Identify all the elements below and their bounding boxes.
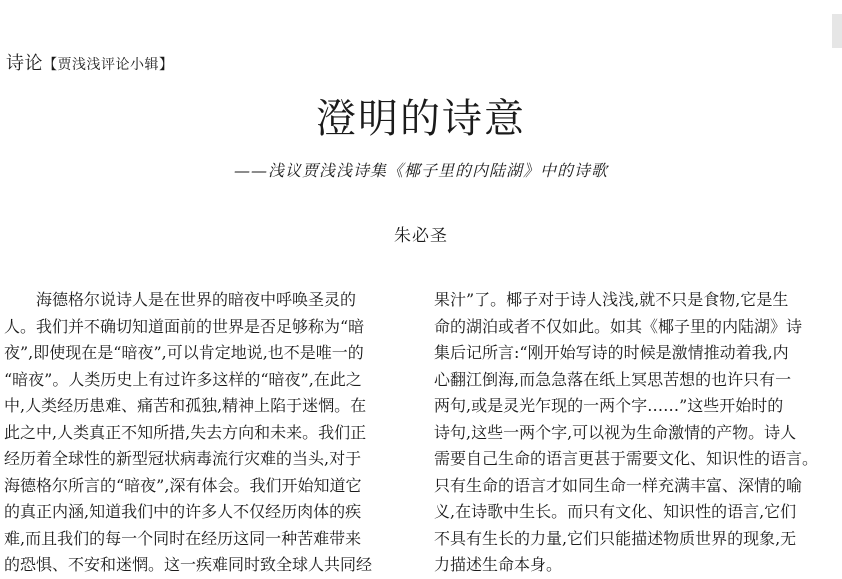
body-line: 诗句,这些一两个字,可以视为生命激情的产物。诗人 <box>434 422 797 442</box>
body-line: 力描述生命本身。 <box>434 555 563 574</box>
body-line: 义,在诗歌中生长。而只有文化、知识性的语言,它们 <box>434 502 797 521</box>
body-line: 心翻江倒海,而急急落在纸上冥思苦想的也许只有一 <box>434 369 792 389</box>
page-corner-mark <box>832 14 842 48</box>
section-label <box>6 49 174 75</box>
body-line: 需要自己生命的语言更甚于需要文化、知识性的语言。 <box>434 449 819 468</box>
body-line: 人。我们并不确切知道面前的世界是否足够称为“暗 <box>4 316 365 336</box>
body-line: “暗夜”。人类历史上有过许多这样的“暗夜”,在此之 <box>4 369 362 389</box>
body-line: 此之中,人类真正不知所措,失去方向和未来。我们正 <box>4 422 367 442</box>
body-line: 夜”,即使现在是“暗夜”,可以肯定地说,也不是唯一的 <box>4 343 364 362</box>
body-line: 命的湖泊或者不仅如此。如其《椰子里的内陆湖》诗 <box>434 316 803 336</box>
body-line: 经历着全球性的新型冠状病毒流行灾难的当头,对于 <box>4 449 362 468</box>
column-name: 【贾浅浅评论小辑】 <box>43 57 174 73</box>
author-name: 朱必圣 <box>394 226 448 246</box>
body-line: 果汁”了。椰子对于诗人浅浅,就不只是食物,它是生 <box>434 290 789 309</box>
section-name: 诗论 <box>6 53 43 74</box>
body-line: 中,人类经历患难、痛苦和孤独,精神上陷于迷惘。在 <box>4 396 367 415</box>
body-column-left <box>4 287 412 579</box>
body-line: 难,而且我们的每一个同时在经历这同一种苦难带来 <box>4 528 362 548</box>
body-line: 两句,或是灵光乍现的一两个字……”这些开始时的 <box>434 396 784 415</box>
body-column-right <box>434 287 842 579</box>
body-line: 海德格尔说诗人是在世界的暗夜中呼唤圣灵的 <box>4 290 357 309</box>
article-title: 澄明的诗意 <box>316 96 526 142</box>
body-line: 的恐惧、不安和迷惘。这一疾难同时致全球人共同经 <box>4 555 373 574</box>
body-line: 只有生命的语言才如同生命一样充满丰富、深情的喻 <box>434 475 803 495</box>
article-subtitle: ——浅议贾浅浅诗集《椰子里的内陆湖》中的诗歌 <box>233 161 608 180</box>
body-line: 的真正内涵,知道我们中的许多人不仅经历肉体的疾 <box>4 502 362 521</box>
body-line: 不具有生长的力量,它们只能描述物质世界的现象,无 <box>434 528 797 548</box>
body-line: 集后记所言:“刚开始写诗的时候是激情推动着我,内 <box>434 343 789 362</box>
body-line: 海德格尔所言的“暗夜”,深有体会。我们开始知道它 <box>4 475 362 495</box>
